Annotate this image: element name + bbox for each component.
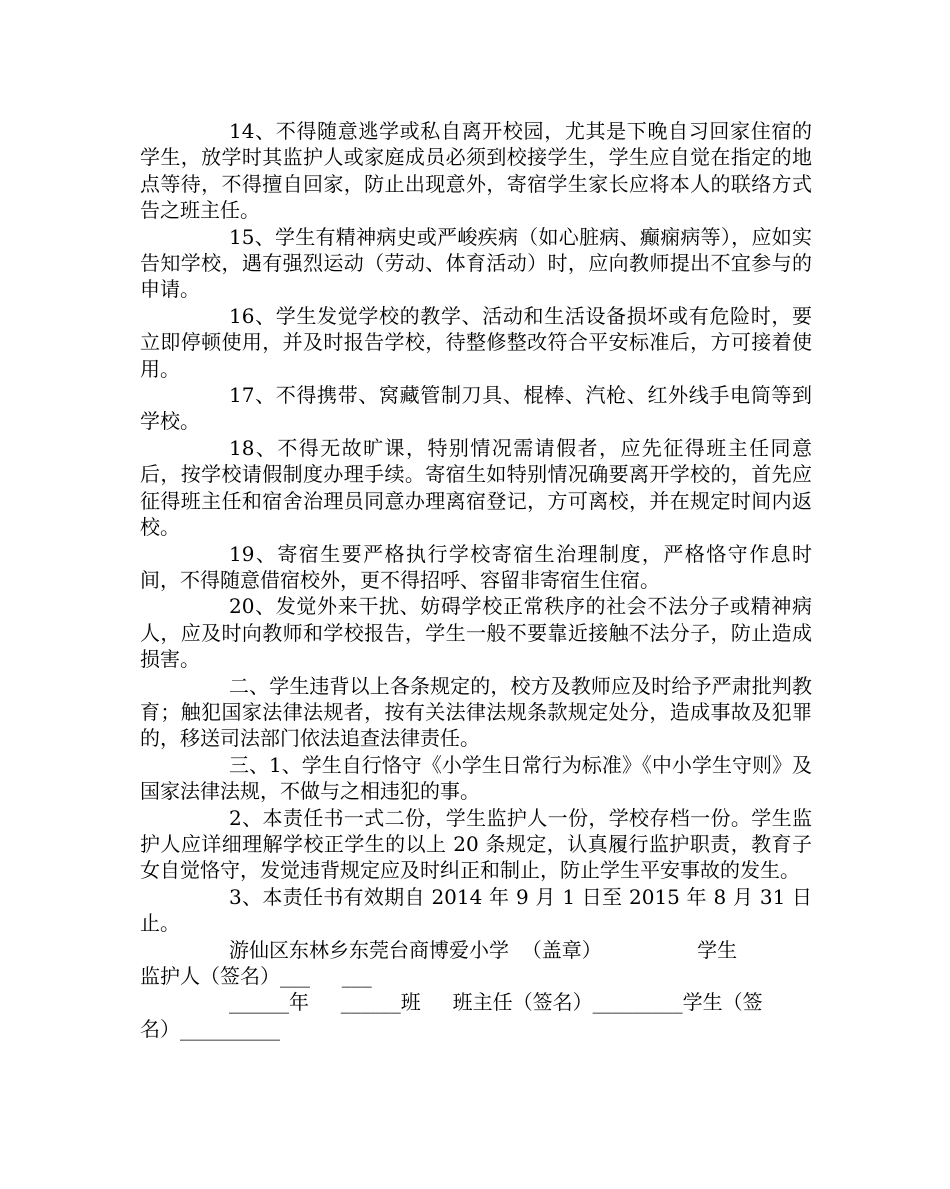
guardian-signature-line: 监护人（签名）___ ___ xyxy=(140,964,372,988)
school-seal-line: 游仙区东林乡东莞台商博爱小学 （盖章） 学生 xyxy=(229,937,738,962)
document-page xyxy=(140,118,812,1042)
clause-17: 17、不得携带、窝藏管制刀具、棍棒、汽枪、红外线手电筒等到学校。 xyxy=(140,383,812,434)
section-three-item-3: 3、本责任书有效期自 2014 年 9 月 1 日至 2015 年 8 月 31 日止。 xyxy=(140,884,812,936)
clause-20: 20、发觉外来干扰、妨碍学校正常秩序的社会不法分子或精神病人，应及时向教师和学校报告，学生一般不要靠近接触不法分子，防止造成损害。 xyxy=(140,594,812,672)
clause-19: 19、寄宿生要严格执行学校寄宿生治理制度，严格恪守作息时间，不得随意借宿校外，更不得招呼、容留非寄宿生住宿。 xyxy=(140,541,812,592)
section-three-item-2: 2、本责任书一式二份，学生监护人一份，学校存档一份。学生监护人应详细理解学校正学生的以上 20 条规定，认真履行监护职责，教育子女自觉恪守，发觉违背规定应及时纠正和制止，防止学生平安事故的发生。 xyxy=(140,805,812,883)
student-signature-line: 名）__________ xyxy=(140,1016,280,1041)
section-two: 二、学生违背以上各条规定的，校方及教师应及时给予严肃批判教育；触犯国家法律法规者，按有关法律法规条款规定处分，造成事故及犯罪的，移送司法部门依法追查法律责任。 xyxy=(140,673,812,751)
clause-18: 18、不得无故旷课，特别情况需请假者，应先征得班主任同意后，按学校请假制度办理手续。寄宿生如特别情况确要离开学校的，首先应征得班主任和宿舍治理员同意办理离宿登记，方可离校，并在规定时间内返校。 xyxy=(140,435,812,540)
class-teacher-signature-line: ______年 ______班 班主任（签名）_________学生（签 xyxy=(229,990,763,1015)
clause-16: 16、学生发觉学校的教学、活动和生活设备损坏或有危险时，要立即停顿使用，并及时报告学校，待整修整改符合平安标准后，方可接着使用。 xyxy=(140,303,812,381)
section-three-item-1: 三、1、学生自行恪守《小学生日常行为标准》《中小学生守则》及国家法律法规，不做与之相违犯的事。 xyxy=(140,752,812,804)
clause-15: 15、学生有精神病史或严峻疾病（如心脏病、癫痫病等），应如实告知学校，遇有强烈运动（劳动、体育活动）时，应向教师提出不宜参与的申请。 xyxy=(140,224,812,302)
clause-14: 14、不得随意逃学或私自离开校园，尤其是下晚自习回家住宿的学生，放学时其监护人或家庭成员必须到校接学生，学生应自觉在指定的地点等待，不得擅自回家，防止出现意外，寄宿学生家长应将本人的联络方式告之班主任。 xyxy=(140,119,812,223)
